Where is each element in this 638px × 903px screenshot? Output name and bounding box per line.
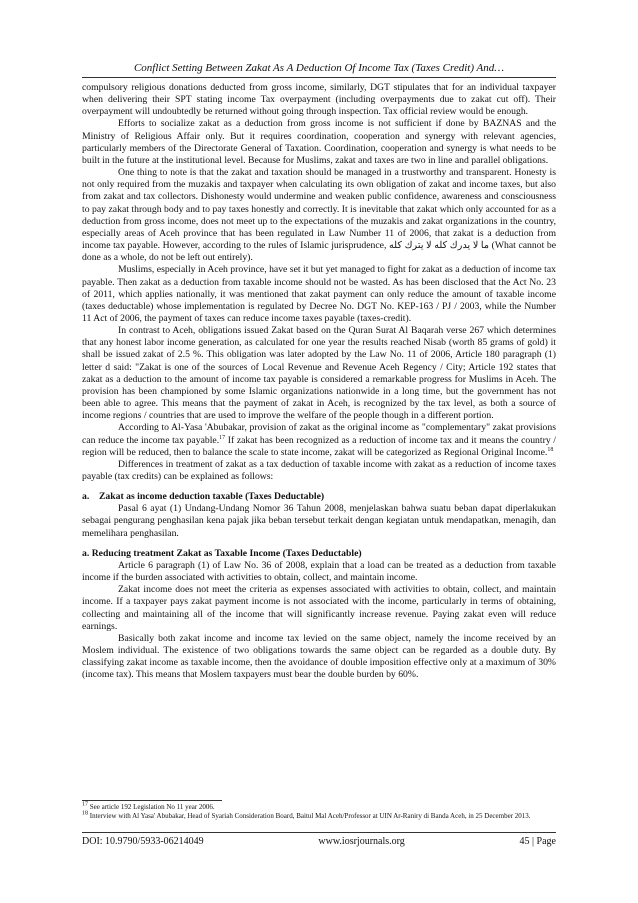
footnote <box>82 812 556 821</box>
footer-divider <box>82 832 556 833</box>
paragraph: Basically both zakat income and income tax levied on the same object, namely the income received by an Moslem individual. The existence of two obligations towards the same object can be regarded as a double duty. By classifying zakat income as taxable income, then the avoidance of double imposition effective only at a maximum of 30% (income tax). This means that Moslem taxpayers must bear the double burden by 60%. <box>82 632 556 681</box>
paragraph: Efforts to socialize zakat as a deduction from gross income is not sufficient if done by BAZNAS and the Ministry of Religious Affair only. But it requires coordination, cooperation and synergy with relevant agencies, particularly members of the Directorate General of Taxation. Coordination, cooperation and synergy is what needs to be built in the future at the institutional level. Because for Muslims, zakat and taxes are two in line and parallel obligations. <box>82 118 556 166</box>
running-header: Conflict Setting Between Zakat As A Deduction Of Income Tax (Taxes Credit) And… <box>133 62 505 74</box>
paragraph: compulsory religious donations deducted from gross income, similarly, DGT stipulates that for an individual taxpayer when delivering their SPT stating income Tax overpayment (including overpayments due to zakat cut off). Their overpayment will undoubtedly be returned without going through inspection. Tax official review would be enough. <box>82 82 556 118</box>
article-body <box>82 82 556 682</box>
header-divider <box>82 77 556 78</box>
section-heading: a. Reducing treatment Zakat as Taxable Income (Taxes Deductable) <box>82 547 362 559</box>
footnote-divider <box>82 800 222 801</box>
paragraph-text: If zakat has been recognized as a reduction of income tax and it means the country / region will be reduced, then to balance the scale to state income, zakat will be categorized as Regional Original Income. <box>82 434 556 458</box>
footnote-ref: 18 <box>547 446 554 453</box>
paragraph: Pasal 6 ayat (1) Undang-Undang Nomor 36 Tahun 2008, menjelaskan bahwa suatu beban dapat diperlakukan sebagai pengurang penghasilan kena pajak jika beban tersebut terkait dengan kegiatan untuk mendapatkan, menagih, dan memelihara penghasilan. <box>82 503 556 539</box>
arabic-maxim: ما لا يدرك كله لا يترك كله <box>388 240 490 252</box>
paragraph-text: One thing to note is that the zakat and taxation should be managed in a trustworthy and transparent. Honesty is not only required from the muzakis and taxpayer when calculating its own obligation of zakat and income taxes, but also from zakat and tax collectors. Dishonesty would undermine and weaken public confidence, awareness and consciousness to pay zakat through body and to pay taxes honestly and correctly. It is inevitable that zakat which only accounted for as a deduction from gross income, does not meet up to the expectations of the muzakis and zakat organizations in the country, especially areas of Aceh province that has been regulated in Law Number 11 of 2006, that zakat is a deduction from income tax payable. However, according to the rules of Islamic jurisprudence, <box>82 167 556 252</box>
journal-website[interactable]: www.iosrjournals.org <box>318 836 405 847</box>
page-footer <box>82 836 556 847</box>
maxim-translation: (What cannot be done as a whole, do not be left out entirely). <box>82 240 557 264</box>
paragraph: Article 6 paragraph (1) of Law No. 36 of 2008, explain that a load can be treated as a deduction from taxable income if the burden associated with activities to obtain, collect, and maintain income. <box>82 559 556 584</box>
footnote-ref: 17 <box>219 434 226 441</box>
footnotes <box>82 803 556 820</box>
paragraph: In contrast to Aceh, obligations issued Zakat based on the Quran Surat Al Baqarah verse 267 which determines that any honest labor income generation, as calculated for one year the results reached Nisab (worth 85 grams of gold) it shall be issued zakat of 2.5 %. This obligation was later adopted by the Law No. 11 of 2006, Article 180 paragraph (1) letter d said: "Zakat is one of the sources of Local Revenue and Revenue Aceh Regency / City; Article 192 states that zakat as a deduction to the amount of income tax payable is considered a remarkable progress for Muslims in Aceh. The provision has been championed by some Islamic organizations nationwide in a long time, but the government has not been able to agree. This means that the payment of zakat in Aceh, is recognized by the tax level, as both a source of income regions / countries that are used to improve the welfare of the people though in a different portion. <box>82 325 556 422</box>
footnote <box>82 803 556 812</box>
section-heading: a. Zakat as income deduction taxable (Taxes Deductable) <box>82 491 325 503</box>
paragraph <box>82 422 556 458</box>
doi: DOI: 10.9790/5933-06214049 <box>82 836 204 847</box>
footnote-text: Interview with Al Yasa' Abubakar, Head of Syariah Consideration Board, Baitul Mal Aceh/Professor at UIN Ar-Raniry di Banda Aceh, in 25 December 2013. <box>88 811 531 820</box>
paragraph: Muslims, especially in Aceh province, have set it but yet managed to fight for zakat as a deduction of income tax payable. Then zakat as a deduction from taxable income should not be wasted. As has been disclosed that the Act No. 23 of 2011, which applies nationally, it was mentioned that zakat payment can only reduce the amount of taxable income (taxes deductable) whose implementation is regulated by Decree No. DGT No. KEP-163 / PJ / 2003, while the Number 11 Act of 2006, the payment of taxes can reduce income taxes payable (taxes-credit). <box>82 264 556 324</box>
page-number: 45 | Page <box>519 836 556 847</box>
footnote-text: See article 192 Legislation No 11 year 2006. <box>88 803 215 811</box>
paragraph-text: According to Al-Yasa 'Abubakar, provision of zakat as the original income as "complementary" zakat provisions can reduce the income tax payable. <box>82 422 556 446</box>
paragraph <box>82 167 556 264</box>
paragraph: Differences in treatment of zakat as a tax deduction of taxable income with zakat as a reduction of income taxes payable (tax credits) can be explained as follows: <box>82 458 556 482</box>
paragraph: Zakat income does not meet the criteria as expenses associated with activities to obtain, collect, and maintain income. If a taxpayer pays zakat payment income is not associated with the income, particularly in terms of obtaining, collecting and maintaining all of the income that will significantly increase revenue. Paying zakat even will reduce earnings. <box>82 584 556 632</box>
footnote-number: 17 <box>82 801 88 808</box>
footnote-number: 18 <box>82 810 88 817</box>
